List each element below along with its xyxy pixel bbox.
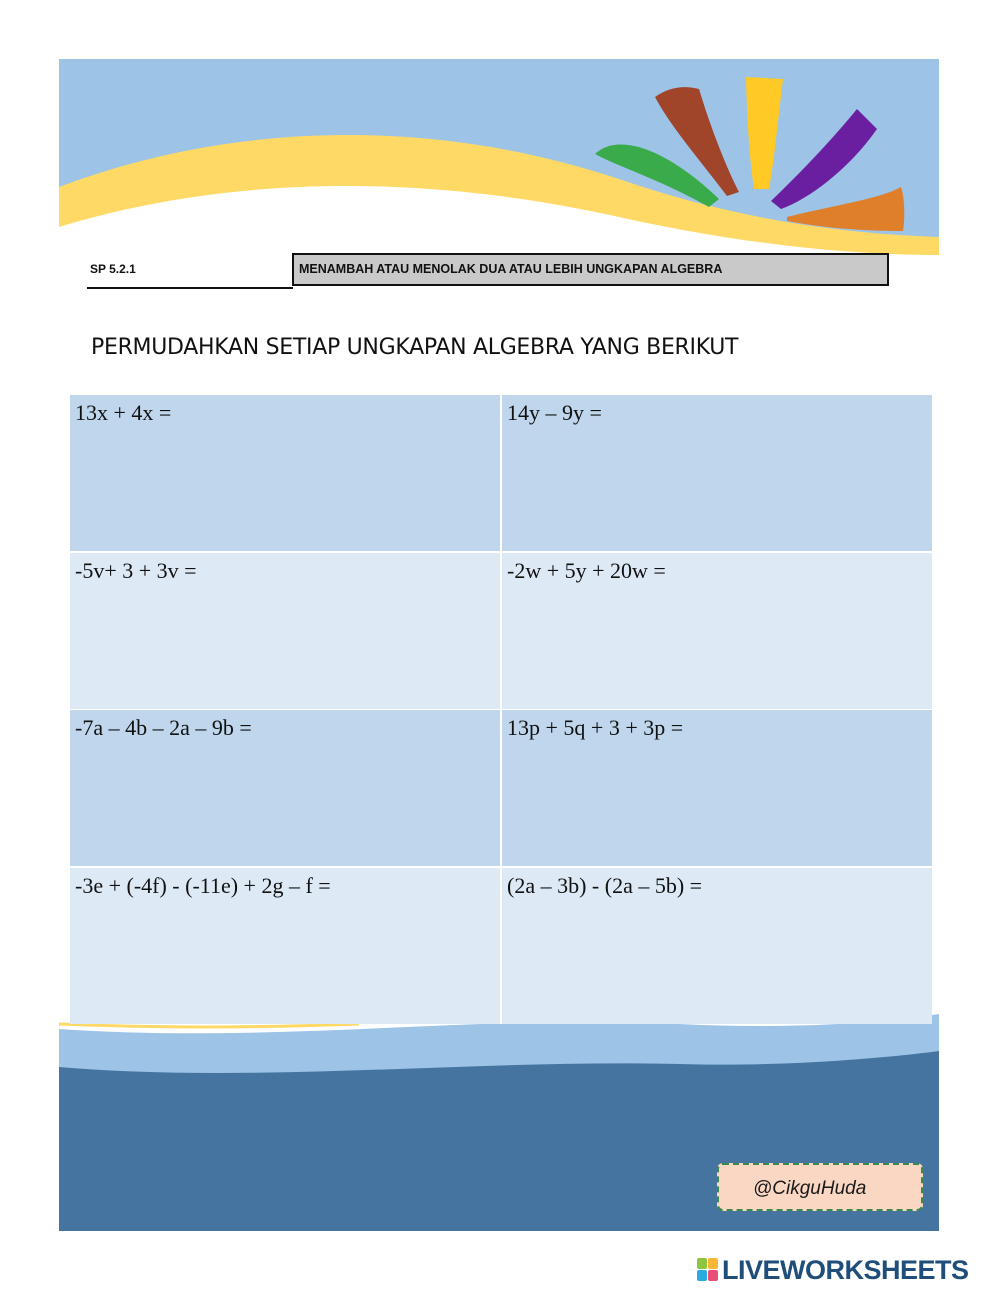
topic-box	[292, 253, 889, 286]
instruction-heading: PERMUDAHKAN SETIAP UNGKAPAN ALGEBRA YANG BERIKUT	[91, 335, 739, 360]
question-cell-4	[502, 553, 932, 709]
answer-area[interactable]	[510, 914, 924, 1012]
topic-title: MENAMBAH ATAU MENOLAK DUA ATAU LEBIH UNGKAPAN ALGEBRA	[299, 262, 723, 276]
author-handle: @CikguHuda	[753, 1178, 867, 1199]
header-rule	[87, 287, 293, 289]
question-expression: -5v+ 3 + 3v =	[75, 557, 197, 583]
question-expression: (2a – 3b) - (2a – 5b) =	[507, 872, 703, 898]
question-cell-1	[70, 395, 500, 551]
question-grid	[70, 395, 932, 1024]
answer-area[interactable]	[78, 599, 492, 697]
question-cell-8	[502, 868, 932, 1024]
answer-area[interactable]	[78, 441, 492, 539]
liveworksheets-brand[interactable]	[697, 1256, 969, 1284]
question-expression: -3e + (-4f) - (-11e) + 2g – f =	[75, 872, 331, 898]
standard-code: SP 5.2.1	[90, 262, 136, 276]
question-cell-5	[70, 710, 500, 866]
footer-yellow-line	[59, 1024, 359, 1027]
question-cell-2	[502, 395, 932, 551]
liveworksheets-logo-icon	[697, 1258, 719, 1282]
answer-area[interactable]	[78, 914, 492, 1012]
question-cell-6	[502, 710, 932, 866]
answer-area[interactable]	[78, 756, 492, 854]
question-expression: 13x + 4x =	[75, 400, 172, 425]
question-expression: 13p + 5q + 3 + 3p =	[507, 715, 684, 740]
question-expression: 14y – 9y =	[507, 400, 602, 425]
question-cell-3	[70, 553, 500, 709]
answer-area[interactable]	[510, 441, 924, 539]
question-expression: -7a – 4b – 2a – 9b =	[75, 715, 252, 740]
answer-area[interactable]	[510, 756, 924, 854]
author-badge	[717, 1163, 923, 1211]
answer-area[interactable]	[510, 599, 924, 697]
question-cell-7	[70, 868, 500, 1024]
brand-name: LIVEWORKSHEETS	[722, 1254, 969, 1285]
question-expression: -2w + 5y + 20w =	[507, 557, 666, 583]
